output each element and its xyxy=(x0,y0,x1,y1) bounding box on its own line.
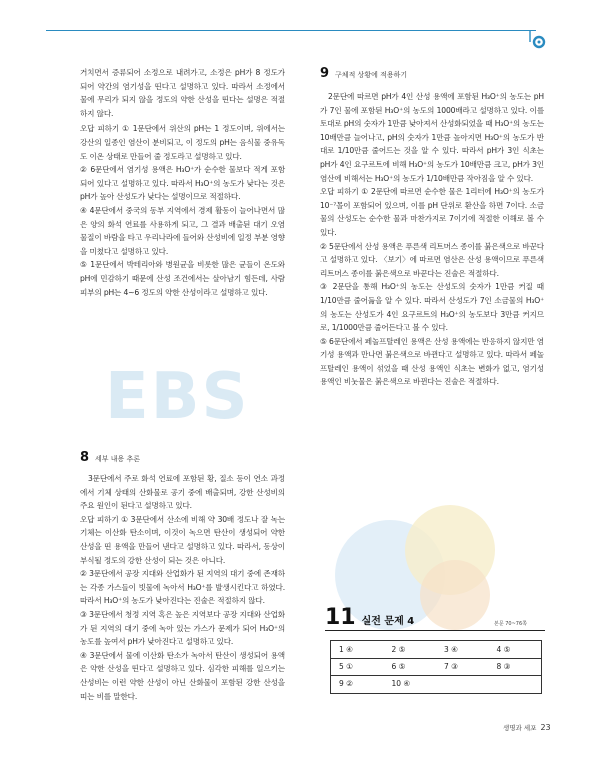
section-title: 구체적 상황에 적용하기 xyxy=(335,71,408,79)
problem-rule xyxy=(325,630,545,631)
paragraph: ② 3문단에서 공장 지대와 산업화가 된 지역의 대기 중에 존재하는 각종 가스들이 빗물에 녹아서 H₃O⁺를 발생시킨다고 하였다. 따라서 H₃O⁺의 농도가 낮아진다는 진술은 적절하지 않다. xyxy=(80,569,285,606)
page-number: 23 xyxy=(540,723,551,732)
answer-cell: 3 ④ xyxy=(444,645,458,654)
section-8-heading xyxy=(80,450,140,465)
answer-row xyxy=(331,658,541,676)
problem-page-range: 본문 70~76쪽 xyxy=(494,621,527,627)
paragraph: ③ 2문단을 통해 H₃O⁺의 농도는 산성도의 숫자가 1만큼 커질 때 1/10만큼 줄어듦을 알 수 있다. 따라서 산성도가 7인 소금물의 H₃O⁺의 농도는 산성도가 4인 요구르트의 H₃O⁺의 농도보다 3만큼 커지므로, 1/1000만큼 줄어든다고 볼 수 있다. xyxy=(320,282,544,333)
answer-cell: 1 ④ xyxy=(339,645,353,654)
paragraph: 3문단에서 주로 화석 연료에 포함된 황, 질소 등이 연소 과정에서 기체 상태의 산화물로 공기 중에 배출되며, 강한 산성비의 주요 원인이 된다고 설명하고 있다. xyxy=(80,474,285,511)
section-9-body xyxy=(320,90,544,389)
problem-heading xyxy=(325,607,414,629)
paragraph: ③ 3문단에서 청정 지역 혹은 높은 지역보다 공장 지대와 산업화가 된 지역의 대기 중에 녹아 있는 가스가 문제가 되어 H₃O⁺의 농도를 높여서 pH가 낮아진다고 설명하고 있다. xyxy=(80,609,285,647)
top-rule xyxy=(46,30,536,31)
answer-cell: 4 ⑤ xyxy=(496,645,511,654)
paragraph: ④ 3문단에서 물에 이산화 탄소가 녹아서 탄산이 생성되어 용액은 약한 산성을 띤다고 설명하고 있다. 심각한 피해를 일으키는 산성비는 이런 약한 산성이 아닌 산화물이 포함된 강한 산성을 띠는 비를 말한다. xyxy=(80,650,285,701)
paragraph: 오답 피하기 ① 1문단에서 위산의 pH는 1 정도이며, 위에서는 강산의 일종인 염산이 분비되고, 이 정도의 pH는 음식물 중유독도 이온 상태로 만들어 줄 정도라고 설명하고 있다. xyxy=(80,124,285,161)
problem-number: 11 xyxy=(325,605,356,630)
answer-cell: 9 ② xyxy=(339,679,353,688)
paragraph: ④ 4문단에서 중국의 동부 지역에서 경제 활동이 늘어나면서 많은 양의 화석 연료를 사용하게 되고, 그 결과 배출된 대기 오염 물질이 바람을 타고 우리나라에 들어와 산성비에 일정 부분 영향을 미쳤다고 설명하고 있다. xyxy=(80,205,285,256)
answer-row xyxy=(331,675,541,692)
answer-cell: 6 ⑤ xyxy=(391,662,406,671)
paragraph: ⑤ 6문단에서 페놀프탈레인 용액은 산성 용액에는 반응하지 않지만 염기성 용액과 만나면 붉은색으로 바뀐다고 설명하고 있다. 따라서 페놀프탈레인 용액이 섞었을 때 산성 용액인 식초는 변화가 없고, 염기성 용액인 비눗물은 붉은색으로 바뀐다는 진술은 적절하다. xyxy=(320,336,544,387)
paragraph: ⑤ 1문단에서 박테리아와 병원균을 비롯한 많은 균들이 온도와 pH에 민감하기 때문에 산성 조건에서는 살아남기 힘든데, 사람 피부의 pH는 4~6 정도의 약한 산성이라고 설명하고 있다. xyxy=(80,260,285,297)
section-9-heading xyxy=(320,66,407,81)
left-column-top xyxy=(80,66,285,299)
paragraph: 오답 피하기 ① 2문단에 따르면 순수한 물은 1리터에 H₃O⁺의 농도가 10⁻⁷몰이 포함되어 있으며, 이를 pH 단위로 환산을 하면 7이다. 소금물의 산성도는 순수한 물과 마찬가지로 7이기에 적절한 이해로 볼 수 있다. xyxy=(320,187,544,237)
answer-cell xyxy=(436,675,489,692)
ebs-watermark: EBS xyxy=(105,360,250,434)
problem-title: 실전 문제 4 xyxy=(361,616,415,627)
paragraph: ② 6문단에서 염기성 용액은 H₃O⁺가 순수한 물보다 적게 포함되어 있다고 설명하고 있다. 따라서 H₃O⁺의 농도가 낮다는 것은 pH가 높아 산성도가 낮다는 설명이므로 적절하다. xyxy=(80,165,285,202)
answer-cell: 7 ③ xyxy=(444,662,458,671)
paragraph: 오답 피하기 ① 3문단에서 산소에 비해 약 30배 정도나 잘 녹는 기체는 이산화 탄소이며, 이것이 녹으면 탄산이 생성되어 약한 산성을 띤 용액을 만들어 낸다고 설명하고 있다. 따라서, 동상이 부식될 정도의 강한 산성이 되는 것은 아니다. xyxy=(80,514,285,565)
answer-row xyxy=(331,641,541,659)
deco-circle-orange xyxy=(420,560,490,630)
section-title: 세부 내용 추론 xyxy=(95,455,141,463)
answer-table xyxy=(330,640,542,694)
footer-label: 생명과 세포 xyxy=(503,724,537,732)
section-number: 9 xyxy=(320,66,330,81)
section-8-body xyxy=(80,472,285,703)
section-number: 8 xyxy=(80,450,90,465)
paragraph: 거치면서 증류되어 소정으로 내려가고, 소정은 pH가 8 정도가 되어 약간의 염기성을 띤다고 설명하고 있다. 따라서 소정에서 물에 무리가 되지 않을 정도의 약한 산성을 띤다는 설명은 적절하지 않다. xyxy=(80,68,285,118)
answer-cell: 5 ① xyxy=(339,662,353,671)
answer-cell: 8 ③ xyxy=(496,662,511,671)
answer-cell xyxy=(489,675,542,692)
binder-ring-icon xyxy=(528,30,550,68)
answer-cell: 2 ⑤ xyxy=(391,645,406,654)
paragraph: ② 5문단에서 산성 용액은 푸른색 리트머스 종이를 붉은색으로 바꾼다고 설명하고 있다. 〈보기〉에 따르면 염산은 산성 용액이므로 푸른색 리트머스 종이를 붉은색으로 바꾼다는 진술은 적절하다. xyxy=(320,241,544,278)
paragraph: 2문단에 따르면 pH가 4인 산성 용액에 포함된 H₃O⁺의 농도는 pH가 7인 물에 포함된 H₃O⁺의 농도의 1000배라고 설명하고 있다. 이를 토대로 pH의 숫자가 1만큼 낮아져서 산성화되었을 때 H₃O⁺의 농도는 10배만큼 늘어나고, pH의 숫자가 1만큼 높아지면 H₃O⁺의 농도가 반대로 1/10만큼 줄어드는 것을 알 수 있다. 따라서 pH가 3인 식초는 pH가 4인 요구르트에 비해 H₃O⁺의 농도가 10배만큼 크고, pH가 3인 염산에 비해서는 H₃O⁺의 농도가 1/10배만큼 작아짐을 알 수 있다. xyxy=(320,92,544,183)
page-footer xyxy=(503,723,551,732)
answer-cell: 10 ④ xyxy=(391,679,411,688)
